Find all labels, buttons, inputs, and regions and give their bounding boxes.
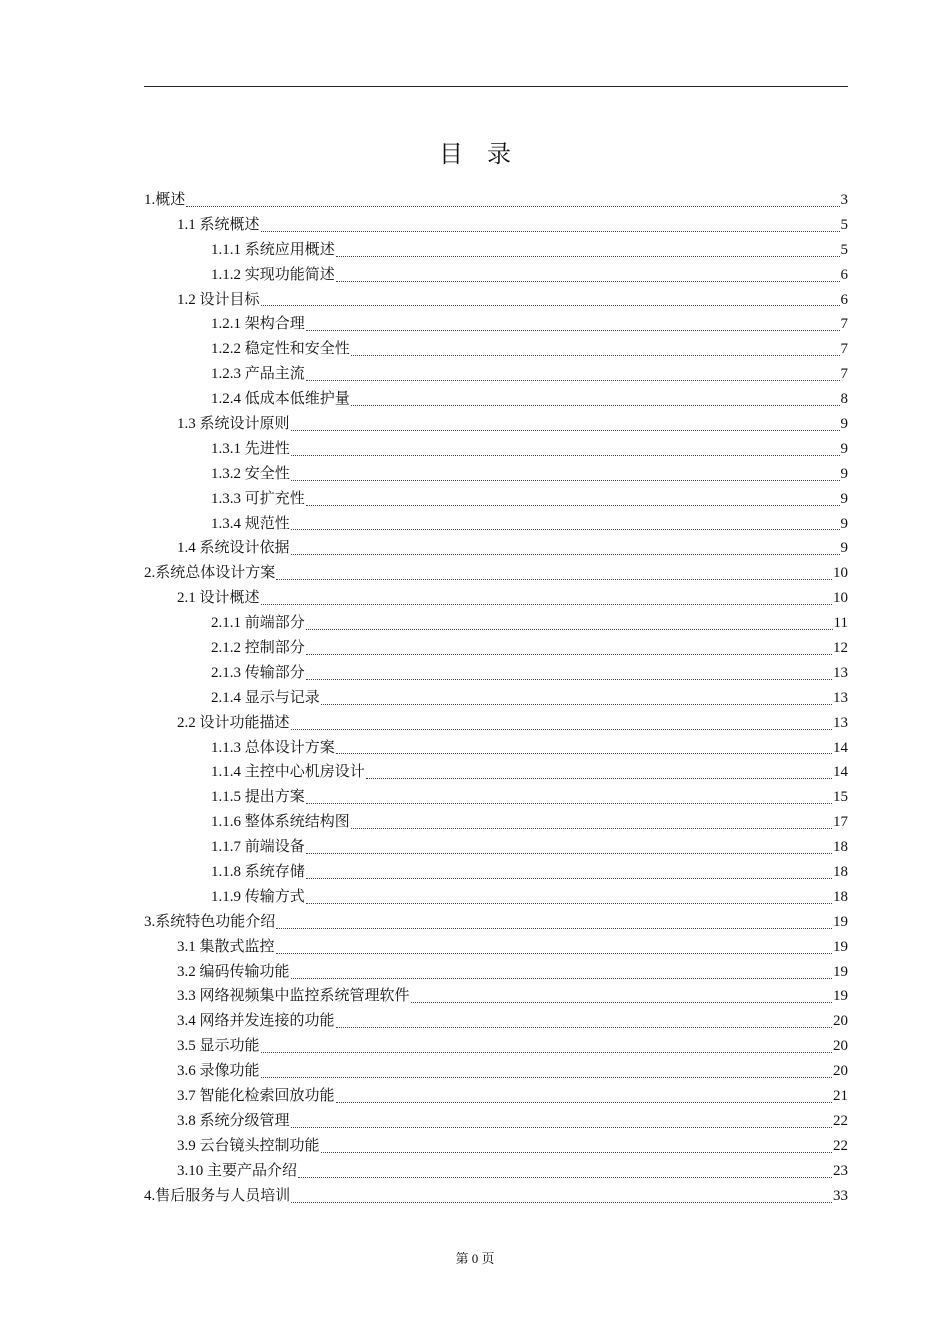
toc-entry[interactable] <box>144 960 848 985</box>
toc-entry-label: 1.4 系统设计依据 <box>177 540 290 557</box>
toc-entry[interactable] <box>144 810 848 835</box>
toc-entry-page-number: 14 <box>833 764 848 781</box>
toc-dot-leader <box>306 803 832 804</box>
toc-entry-label: 1.3.2 安全性 <box>211 465 290 482</box>
toc-entry-label: 1.1.3 总体设计方案 <box>211 739 335 756</box>
toc-entry-page-number: 18 <box>833 864 848 881</box>
table-of-contents <box>144 188 848 1209</box>
toc-dot-leader <box>291 729 832 730</box>
toc-entry-label: 3.10 主要产品介绍 <box>177 1162 298 1179</box>
toc-entry[interactable] <box>144 387 848 412</box>
toc-dot-leader <box>336 1102 832 1103</box>
toc-dot-leader <box>276 579 832 580</box>
toc-entry[interactable] <box>144 462 848 487</box>
toc-entry-label: 1.2.2 稳定性和安全性 <box>211 341 350 358</box>
toc-entry-page-number: 8 <box>840 391 848 408</box>
toc-entry-page-number: 13 <box>833 714 848 731</box>
toc-entry[interactable] <box>144 586 848 611</box>
toc-dot-leader <box>351 828 832 829</box>
toc-dot-leader <box>291 430 840 431</box>
toc-dot-leader <box>291 1202 832 1203</box>
toc-dot-leader <box>336 281 840 282</box>
toc-entry[interactable] <box>144 661 848 686</box>
toc-entry[interactable] <box>144 835 848 860</box>
toc-entry-page-number: 7 <box>840 366 848 383</box>
toc-entry-label: 1.2 设计目标 <box>177 291 260 308</box>
toc-dot-leader <box>336 753 832 754</box>
toc-entry-page-number: 9 <box>840 490 848 507</box>
toc-entry-label: 3.7 智能化检索回放功能 <box>177 1088 335 1105</box>
toc-entry-page-number: 9 <box>840 515 848 532</box>
toc-dot-leader <box>291 455 840 456</box>
toc-entry[interactable] <box>144 636 848 661</box>
toc-entry-label: 1.3.3 可扩充性 <box>211 490 305 507</box>
toc-dot-leader <box>306 505 840 506</box>
toc-entry-page-number: 14 <box>833 739 848 756</box>
page-title: 目 录 <box>439 142 511 168</box>
toc-entry[interactable] <box>144 885 848 910</box>
toc-entry-label: 2.2 设计功能描述 <box>177 714 290 731</box>
toc-dot-leader <box>261 1052 832 1053</box>
toc-entry-page-number: 7 <box>840 316 848 333</box>
toc-entry-page-number: 19 <box>833 938 848 955</box>
toc-entry-label: 1.2.1 架构合理 <box>211 316 305 333</box>
toc-entry[interactable] <box>144 985 848 1010</box>
toc-dot-leader <box>306 878 832 879</box>
toc-entry-page-number: 13 <box>833 689 848 706</box>
toc-entry-label: 2.1.1 前端部分 <box>211 615 305 632</box>
toc-entry-label: 1.1.1 系统应用概述 <box>211 241 335 258</box>
toc-entry-label: 2.1.3 传输部分 <box>211 664 305 681</box>
toc-entry-page-number: 19 <box>833 913 848 930</box>
toc-entry[interactable] <box>144 512 848 537</box>
toc-entry[interactable] <box>144 561 848 586</box>
toc-entry-page-number: 10 <box>833 590 848 607</box>
toc-entry-page-number: 9 <box>840 540 848 557</box>
toc-dot-leader <box>291 978 832 979</box>
toc-entry[interactable] <box>144 711 848 736</box>
toc-entry-page-number: 9 <box>840 465 848 482</box>
toc-entry-page-number: 7 <box>840 341 848 358</box>
toc-entry-label: 3.系统特色功能介绍 <box>144 913 276 930</box>
toc-dot-leader <box>291 480 840 481</box>
toc-dot-leader <box>276 953 832 954</box>
toc-dot-leader <box>336 1027 832 1028</box>
toc-entry[interactable] <box>144 1134 848 1159</box>
toc-entry-label: 1.3.4 规范性 <box>211 515 290 532</box>
toc-dot-leader <box>186 206 839 207</box>
toc-dot-leader <box>306 330 840 331</box>
toc-entry-label: 3.9 云台镜头控制功能 <box>177 1137 320 1154</box>
toc-entry-page-number: 22 <box>833 1137 848 1154</box>
toc-entry-page-number: 23 <box>833 1162 848 1179</box>
toc-entry-label: 1.2.4 低成本低维护量 <box>211 391 350 408</box>
toc-dot-leader <box>306 380 840 381</box>
toc-entry[interactable] <box>144 785 848 810</box>
toc-entry-label: 1.3.1 先进性 <box>211 440 290 457</box>
toc-entry[interactable] <box>144 760 848 785</box>
toc-entry-page-number: 10 <box>833 565 848 582</box>
toc-dot-leader <box>321 704 832 705</box>
toc-dot-leader <box>291 1127 832 1128</box>
toc-dot-leader <box>306 654 832 655</box>
toc-entry-label: 1.2.3 产品主流 <box>211 366 305 383</box>
toc-entry[interactable] <box>144 238 848 263</box>
toc-entry-page-number: 9 <box>840 416 848 432</box>
toc-dot-leader <box>411 1002 832 1003</box>
toc-entry-page-number: 22 <box>833 1112 848 1129</box>
toc-entry-label: 4.售后服务与人员培训 <box>144 1187 291 1204</box>
toc-entry-label: 3.8 系统分级管理 <box>177 1112 290 1129</box>
toc-entry-page-number: 19 <box>833 988 848 1005</box>
toc-dot-leader <box>306 903 832 904</box>
toc-dot-leader <box>298 1177 832 1178</box>
toc-dot-leader <box>261 1077 832 1078</box>
toc-entry-label: 3.4 网络并发连接的功能 <box>177 1013 335 1030</box>
toc-entry-label: 3.3 网络视频集中监控系统管理软件 <box>177 988 410 1005</box>
toc-entry-label: 1.1 系统概述 <box>177 216 260 233</box>
toc-entry[interactable] <box>144 860 848 885</box>
toc-entry-page-number: 20 <box>833 1038 848 1055</box>
toc-entry-page-number: 18 <box>833 888 848 905</box>
toc-entry[interactable] <box>144 437 848 462</box>
toc-entry[interactable] <box>144 736 848 761</box>
toc-entry-label: 1.1.4 主控中心机房设计 <box>211 764 365 781</box>
toc-entry-page-number: 9 <box>840 440 848 457</box>
toc-entry-page-number: 3 <box>840 191 848 208</box>
toc-dot-leader <box>366 778 832 779</box>
toc-entry[interactable] <box>144 263 848 288</box>
toc-dot-leader <box>261 231 840 232</box>
toc-dot-leader <box>351 405 840 406</box>
toc-entry-label: 2.1.4 显示与记录 <box>211 689 320 706</box>
toc-entry-page-number: 17 <box>833 814 848 831</box>
toc-entry-label: 3.2 编码传输功能 <box>177 963 290 980</box>
toc-entry-label: 1.1.8 系统存储 <box>211 864 305 881</box>
toc-entry[interactable] <box>144 362 848 387</box>
toc-dot-leader <box>261 305 840 306</box>
toc-entry-label: 1.3 系统设计原则 <box>177 416 290 432</box>
toc-entry[interactable] <box>144 337 848 362</box>
toc-entry-label: 1.1.2 实现功能简述 <box>211 266 335 283</box>
toc-entry-label: 1.1.6 整体系统结构图 <box>211 814 350 831</box>
toc-entry-label: 3.5 显示功能 <box>177 1038 260 1055</box>
toc-entry-label: 2.1.2 控制部分 <box>211 640 305 657</box>
toc-dot-leader <box>321 1152 832 1153</box>
toc-entry-page-number: 20 <box>833 1063 848 1080</box>
toc-entry-label: 2.1 设计概述 <box>177 590 260 607</box>
toc-entry-label: 2.系统总体设计方案 <box>144 565 276 582</box>
toc-dot-leader <box>306 853 832 854</box>
toc-entry-page-number: 19 <box>833 963 848 980</box>
toc-entry[interactable] <box>144 910 848 935</box>
toc-entry-label: 3.6 录像功能 <box>177 1063 260 1080</box>
toc-entry[interactable] <box>144 288 848 313</box>
toc-entry-page-number: 6 <box>840 291 848 308</box>
toc-entry[interactable] <box>144 611 848 636</box>
toc-entry[interactable] <box>144 1084 848 1109</box>
toc-entry[interactable] <box>144 686 848 711</box>
toc-entry-page-number: 12 <box>833 640 848 657</box>
toc-entry[interactable] <box>144 312 848 337</box>
toc-entry[interactable] <box>144 412 848 437</box>
toc-entry-page-number: 5 <box>840 241 848 258</box>
toc-dot-leader <box>336 256 840 257</box>
toc-entry-page-number: 11 <box>833 615 848 632</box>
toc-dot-leader <box>261 604 832 605</box>
header-rule <box>144 86 848 87</box>
toc-entry-label: 1.概述 <box>144 191 186 208</box>
toc-dot-leader <box>291 529 840 530</box>
toc-entry-page-number: 15 <box>833 789 848 806</box>
toc-entry-label: 1.1.7 前端设备 <box>211 839 305 856</box>
toc-entry[interactable] <box>144 1059 848 1084</box>
toc-entry[interactable] <box>144 935 848 960</box>
toc-dot-leader <box>276 928 832 929</box>
toc-entry-label: 1.1.5 提出方案 <box>211 789 305 806</box>
toc-entry[interactable] <box>144 1159 848 1184</box>
toc-entry-label: 3.1 集散式监控 <box>177 938 275 955</box>
toc-dot-leader <box>351 355 840 356</box>
toc-entry[interactable] <box>144 1009 848 1034</box>
toc-entry-page-number: 18 <box>833 839 848 856</box>
toc-entry-page-number: 6 <box>840 266 848 283</box>
toc-entry-page-number: 13 <box>833 664 848 681</box>
toc-entry[interactable] <box>144 188 848 213</box>
toc-dot-leader <box>306 679 832 680</box>
toc-entry[interactable] <box>144 213 848 238</box>
toc-dot-leader <box>306 629 833 630</box>
toc-entry-page-number: 33 <box>833 1187 848 1204</box>
toc-entry-page-number: 5 <box>840 216 848 233</box>
toc-entry[interactable] <box>144 1034 848 1059</box>
toc-entry[interactable] <box>144 1184 848 1209</box>
toc-entry[interactable] <box>144 1109 848 1134</box>
page-footer: 第 0 页 <box>455 1251 495 1266</box>
toc-entry-label: 1.1.9 传输方式 <box>211 888 305 905</box>
toc-entry-page-number: 20 <box>833 1013 848 1030</box>
toc-entry-page-number: 21 <box>833 1088 848 1105</box>
toc-dot-leader <box>291 554 840 555</box>
toc-entry[interactable] <box>144 536 848 561</box>
toc-entry[interactable] <box>144 487 848 512</box>
